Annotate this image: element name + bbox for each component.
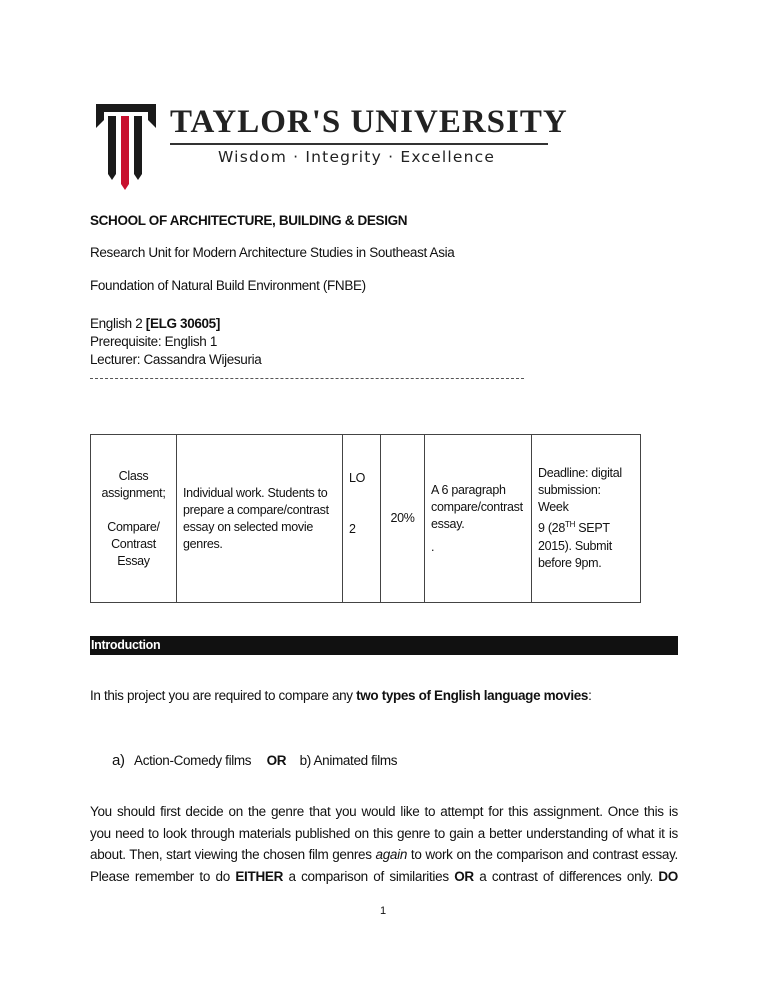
table-row [91, 435, 641, 603]
intro-sentence [90, 688, 591, 703]
option-marker: a) [112, 752, 125, 769]
learning-outcome-cell [343, 435, 381, 603]
genre-options [112, 752, 397, 769]
introduction-heading-bar [90, 636, 678, 655]
option-a: Action-Comedy films [134, 753, 252, 768]
research-unit: Research Unit for Modern Architecture Studies in Southeast Asia [90, 245, 455, 260]
paragraph-bold: OR [454, 868, 474, 884]
task-line: essay. [431, 516, 465, 531]
paragraph-emphasis: again [375, 847, 408, 862]
university-crest-icon [94, 100, 158, 190]
school-title: SCHOOL OF ARCHITECTURE, BUILDING & DESIGN [90, 213, 408, 228]
lo-label: LO [349, 470, 366, 485]
lo-value: 2 [349, 521, 356, 536]
description-line: prepare a compare/contrast [183, 502, 329, 517]
prerequisite: Prerequisite: English 1 [90, 334, 218, 349]
assignment-description-cell [177, 435, 343, 603]
paragraph-line: you need to look through materials published on this genre to gain a better understanding of what it is [90, 825, 678, 841]
intro-emphasis: two types of English language movies [356, 688, 589, 703]
assignment-table [90, 434, 641, 603]
intro-text: In this project you are required to compare any [90, 688, 357, 703]
description-line: essay on selected movie [183, 519, 313, 534]
deadline-line: 2015). Submit [538, 538, 612, 553]
course-name: English 2 [90, 316, 143, 331]
paragraph-text: to work on the comparison and contrast essay. [407, 847, 678, 862]
deadline-month: SEPT [575, 521, 610, 536]
logo-university-name: TAYLOR'S UNIVERSITY [170, 104, 568, 140]
paragraph-bold: EITHER [235, 868, 284, 884]
deadline-date: 9 (28 [538, 521, 565, 536]
deadline-line [538, 516, 634, 537]
task-line: compare/contrast [431, 499, 523, 514]
deadline-cell [532, 435, 641, 603]
paragraph-line: You should first decide on the genre that you would like to attempt for this assignment. Once this is [90, 804, 678, 819]
option-or: OR [266, 753, 287, 768]
logo-motto: Wisdom · Integrity · Excellence [218, 148, 496, 166]
logo-divider [170, 143, 548, 145]
lecturer: Lecturer: Cassandra Wijesuria [90, 352, 262, 367]
paragraph-text: Please remember to do [90, 868, 236, 884]
deadline-ordinal: TH [565, 520, 576, 530]
instructions-paragraph [90, 801, 678, 887]
type-line: Compare/ [107, 519, 160, 534]
type-line: Essay [117, 553, 150, 568]
description-line: genres. [183, 536, 223, 551]
type-line: assignment; [101, 485, 166, 500]
deadline-line: before 9pm. [538, 555, 602, 570]
type-line: Class [118, 468, 149, 483]
intro-colon: : [588, 688, 592, 703]
page-number: 1 [380, 905, 387, 917]
deadline-line: submission: Week [538, 483, 601, 515]
paragraph-text: a comparison of similarities [283, 868, 455, 884]
paragraph-line [90, 866, 678, 888]
task-cell [425, 435, 532, 603]
course-code: [ELG 30605] [145, 316, 220, 331]
assignment-type-cell [91, 435, 177, 603]
course-line [90, 316, 220, 331]
option-b: b) Animated films [299, 753, 398, 768]
description-line: Individual work. Students to [183, 485, 328, 500]
programme-name: Foundation of Natural Build Environment (FNBE) [90, 278, 366, 293]
paragraph-bold: DO [658, 868, 678, 884]
weight-value: 20% [390, 511, 415, 525]
weight-cell [381, 435, 425, 603]
paragraph-line [90, 844, 678, 866]
header-divider [90, 378, 524, 379]
introduction-heading: Introduction [91, 638, 161, 652]
type-line: Contrast [111, 536, 156, 551]
task-dot: . [431, 539, 435, 554]
paragraph-text: a contrast of differences only. [473, 868, 659, 884]
task-line: A 6 paragraph [431, 482, 506, 497]
paragraph-text: about. Then, start viewing the chosen film genres [90, 847, 376, 862]
deadline-line: Deadline: digital [538, 466, 622, 481]
